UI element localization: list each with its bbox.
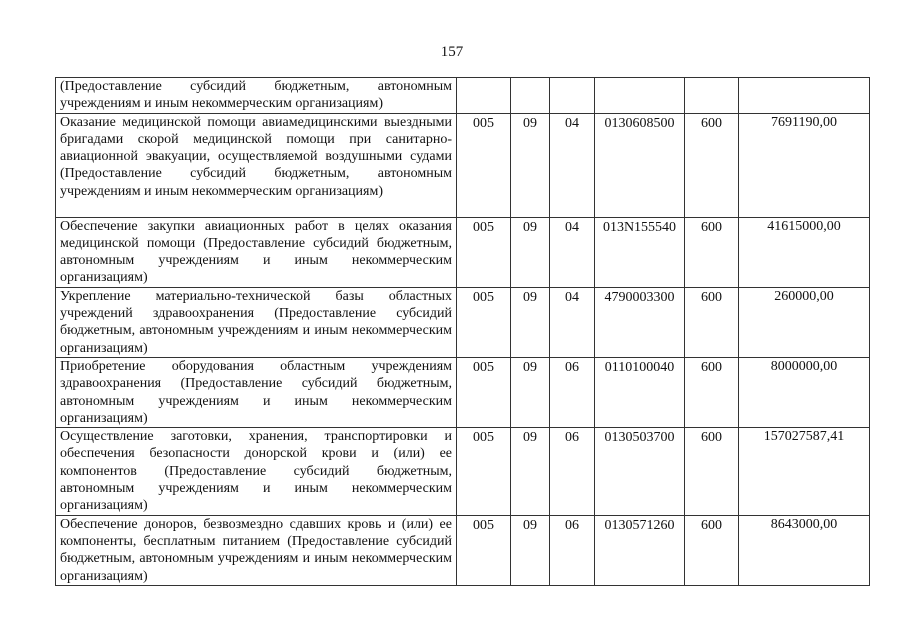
row-section-code [511,78,550,114]
row-amount: 157027587,41 [739,428,870,515]
row-expense-type [685,78,739,114]
row-description: Приобретение оборудования областным учреждениям здравоохранения (Предоставление субсидий бюджетным, автономным учреждениям и иным некоммерческим организациям) [56,357,457,427]
row-target-article: 0130608500 [595,113,685,217]
row-amount [739,78,870,114]
row-expense-type: 600 [685,515,739,585]
row-amount: 8643000,00 [739,515,870,585]
row-expense-type: 600 [685,217,739,287]
row-target-article: 0130571260 [595,515,685,585]
row-subsection-code: 06 [550,428,595,515]
row-amount: 7691190,00 [739,113,870,217]
table-row [56,287,870,357]
row-target-article: 0130503700 [595,428,685,515]
row-description: Обеспечение доноров, безвозмездно сдавших кровь и (или) ее компоненты, бесплатным питанием (Предоставление субсидий бюджетным, автономным учреждениям и иным некоммерческим организациям) [56,515,457,585]
row-section-code: 09 [511,113,550,217]
row-ministry-code: 005 [457,113,511,217]
row-expense-type: 600 [685,287,739,357]
row-description: Укрепление материально-технической базы областных учреждений здравоохранения (Предоставление субсидий бюджетным, автономным учреждениям и иным некоммерческим организациям) [56,287,457,357]
row-ministry-code: 005 [457,217,511,287]
row-description: Оказание медицинской помощи авиамедицинскими выездными бригадами скорой медицинской помощи при санитарно-авиационной эвакуации, осуществляемой воздушными судами (Предоставление субсидий бюджетным, автономным учреждениям и иным некоммерческим организациям) [56,113,457,217]
row-expense-type: 600 [685,113,739,217]
row-section-code: 09 [511,357,550,427]
row-section-code: 09 [511,287,550,357]
row-subsection-code [550,78,595,114]
table-row [56,78,870,114]
row-description: Осуществление заготовки, хранения, транспортировки и обеспечения безопасности донорской крови и (или) ее компонентов (Предоставление субсидий бюджетным, автономным учреждениям и иным некоммерческим организациям) [56,428,457,515]
row-target-article: 0110100040 [595,357,685,427]
row-amount: 41615000,00 [739,217,870,287]
row-ministry-code [457,78,511,114]
row-expense-type: 600 [685,428,739,515]
row-subsection-code: 06 [550,357,595,427]
row-ministry-code: 005 [457,357,511,427]
row-target-article: 013N155540 [595,217,685,287]
row-ministry-code: 005 [457,287,511,357]
row-section-code: 09 [511,515,550,585]
row-subsection-code: 06 [550,515,595,585]
row-amount: 8000000,00 [739,357,870,427]
row-description: (Предоставление субсидий бюджетным, автономным учреждениям и иным некоммерческим организациям) [56,78,457,114]
row-expense-type: 600 [685,357,739,427]
row-target-article: 4790003300 [595,287,685,357]
table-row [56,217,870,287]
row-subsection-code: 04 [550,287,595,357]
row-ministry-code: 005 [457,428,511,515]
row-subsection-code: 04 [550,217,595,287]
row-section-code: 09 [511,217,550,287]
row-target-article [595,78,685,114]
table-row [56,357,870,427]
table-row [56,515,870,585]
table-row [56,113,870,217]
row-description: Обеспечение закупки авиационных работ в целях оказания медицинской помощи (Предоставление субсидий бюджетным, автономным учреждениям и иным некоммерческим организациям) [56,217,457,287]
row-subsection-code: 04 [550,113,595,217]
row-amount: 260000,00 [739,287,870,357]
budget-table [55,77,870,586]
table-row [56,428,870,515]
row-ministry-code: 005 [457,515,511,585]
page-number: 157 [440,44,464,60]
row-section-code: 09 [511,428,550,515]
